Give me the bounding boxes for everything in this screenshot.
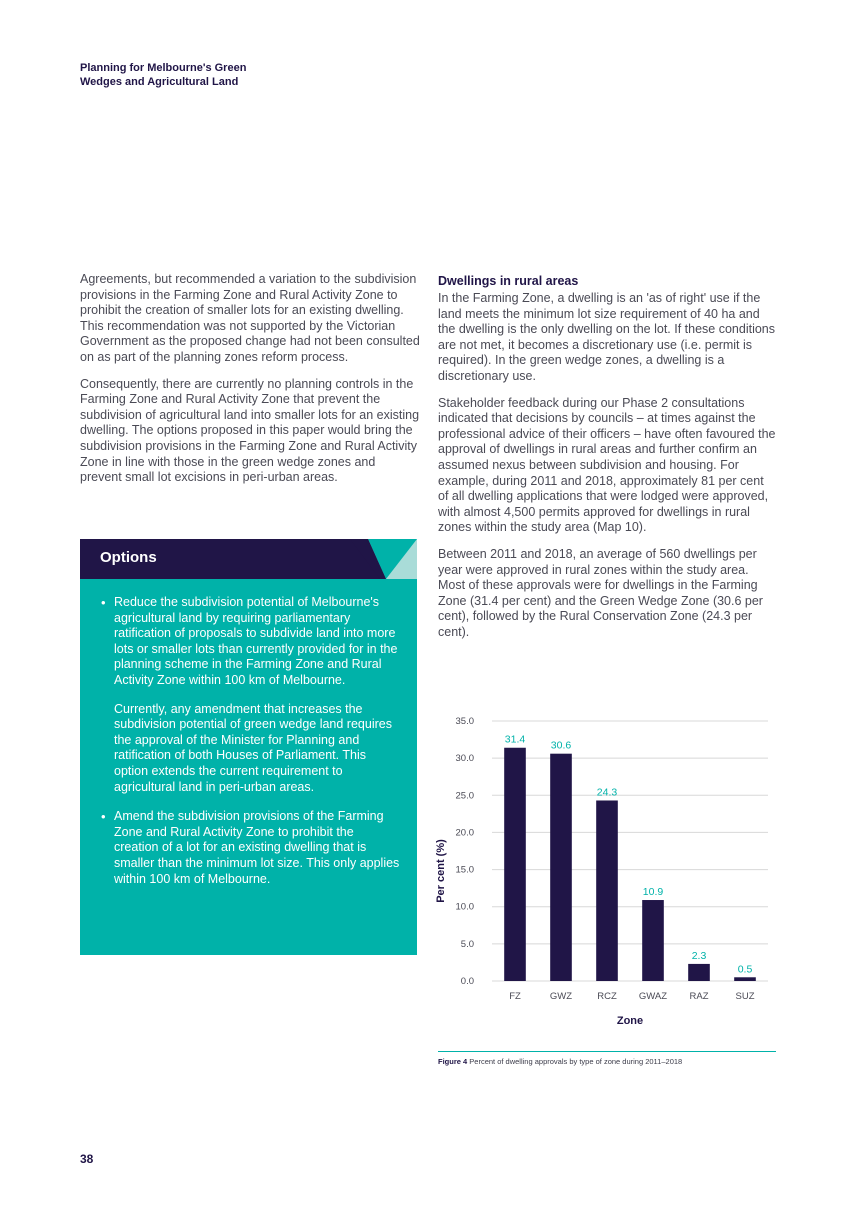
bar [596, 800, 618, 981]
section-heading: Dwellings in rural areas [438, 274, 579, 288]
running-header-line-1: Planning for Melbourne's Green [80, 62, 247, 74]
options-panel [80, 539, 417, 955]
options-list [101, 595, 401, 901]
options-list-item [101, 595, 401, 795]
page-number: 38 [80, 1152, 94, 1166]
y-tick-label: 10.0 [455, 901, 474, 913]
figure-caption-text: Percent of dwelling approvals by type of zone during 2011–2018 [469, 1057, 683, 1066]
x-tick-label: GWZ [549, 991, 573, 1002]
y-tick-label: 0.0 [460, 976, 474, 987]
bar [734, 977, 756, 981]
x-tick-label: FZ [509, 991, 521, 1002]
data-label: 24.3 [596, 786, 618, 799]
dwelling-approvals-chart [430, 705, 780, 1035]
running-header-line-2: Wedges and Agricultural Land [80, 76, 239, 88]
left-paragraph: Consequently, there are currently no planning controls in the Farming Zone and Rural Activity Zone that prevent the subdivision of agricultural land into smaller lots for an existing dwelling. The options proposed in this paper would bring the subdivision provisions in the Farming Zone and Rural Activity Zone in line with those in the green wedge zones and prevent small lot excisions in peri-urban areas. [80, 376, 420, 485]
x-tick-label: GWAZ [638, 991, 668, 1002]
data-label: 10.9 [642, 886, 664, 899]
options-list-item [101, 809, 401, 887]
bar [504, 748, 526, 981]
y-tick-label: 5.0 [460, 938, 474, 950]
y-axis-title: Per cent (%) [435, 839, 447, 903]
figure-label: Figure 4 [438, 1057, 468, 1066]
bullet-icon: • [101, 595, 106, 610]
x-axis-title: Zone [616, 1015, 644, 1027]
running-header [80, 61, 320, 89]
right-paragraph: In the Farming Zone, a dwelling is an 'as of right' use if the land meets the minimum lot size requirement of 40 ha and the dwelling is the only dwelling on the lot. If these conditions are not met, it becomes a discretionary use (i.e. permit is required). In the green wedge zones, a dwelling is a discretionary use. [438, 291, 776, 383]
option-paragraph: Reduce the subdivision potential of Melbourne's agricultural land by requiring parliamentary ratification of proposals to subdivide land into more lots or smaller lots than currently provided for in the planning scheme in the Farming Zone and Rural Activity Zone within 100 km of Melbourne. [114, 595, 398, 687]
x-tick-label: SUZ [735, 991, 755, 1002]
option-paragraph: Amend the subdivision provisions of the Farming Zone and Rural Activity Zone to prohibit the creation of a lot for an existing dwelling that is smaller than the minimum lot size. This only applies within 100 km of Melbourne. [114, 809, 400, 886]
data-label: 31.4 [504, 733, 526, 746]
data-label: 30.6 [550, 739, 572, 752]
x-tick-label: RCZ [597, 991, 617, 1002]
bullet-icon: • [101, 809, 106, 825]
data-label: 2.3 [691, 949, 707, 962]
y-tick-label: 15.0 [455, 864, 474, 876]
y-tick-label: 20.0 [455, 827, 474, 839]
bar [688, 964, 710, 981]
y-tick-label: 30.0 [455, 753, 474, 765]
data-label: 0.5 [737, 963, 753, 976]
right-column [438, 272, 776, 651]
bar [550, 754, 572, 981]
option-paragraph: Currently, any amendment that increases the subdivision potential of green wedge land requires the approval of the Minister for Planning and ratification of both Houses of Parliament. This option extends the current requirement to agricultural land in peri-urban areas. [114, 701, 392, 794]
right-paragraph: Stakeholder feedback during our Phase 2 consultations indicated that decisions by councils – at times against the professional advice of their officers – have often favoured the approval of dwellings in rural areas and further confirm an assumed nexus between subdivision and housing. For example, during 2011 and 2018, approximately 81 per cent of all dwelling applications that were lodged were approved, with almost 4,500 permits approved for dwellings in rural zones within the study area (Map 10). [438, 395, 776, 535]
y-tick-label: 35.0 [455, 716, 474, 727]
chart-svg [430, 705, 780, 1035]
figure-caption [438, 1051, 776, 1066]
left-column [80, 272, 420, 497]
y-tick-label: 25.0 [455, 790, 474, 802]
right-paragraph: Between 2011 and 2018, an average of 560 dwellings per year were approved in rural zones within the study area. Most of these approvals were for dwellings in the Farming Zone (31.4 per cent) and the Green Wedge Zone (30.6 per cent), followed by the Rural Conservation Zone (24.3 per cent). [438, 546, 763, 639]
options-title: Options [100, 549, 157, 566]
bar [642, 900, 664, 981]
x-tick-label: RAZ [689, 991, 709, 1002]
left-paragraph: Agreements, but recommended a variation to the subdivision provisions in the Farming Zone and Rural Activity Zone to prohibit the creation of smaller lots for an existing dwelling. This recommendation was not supported by the Victorian Government as the proposed change had not been consulted on as part of the planning zones reform process. [80, 272, 420, 364]
